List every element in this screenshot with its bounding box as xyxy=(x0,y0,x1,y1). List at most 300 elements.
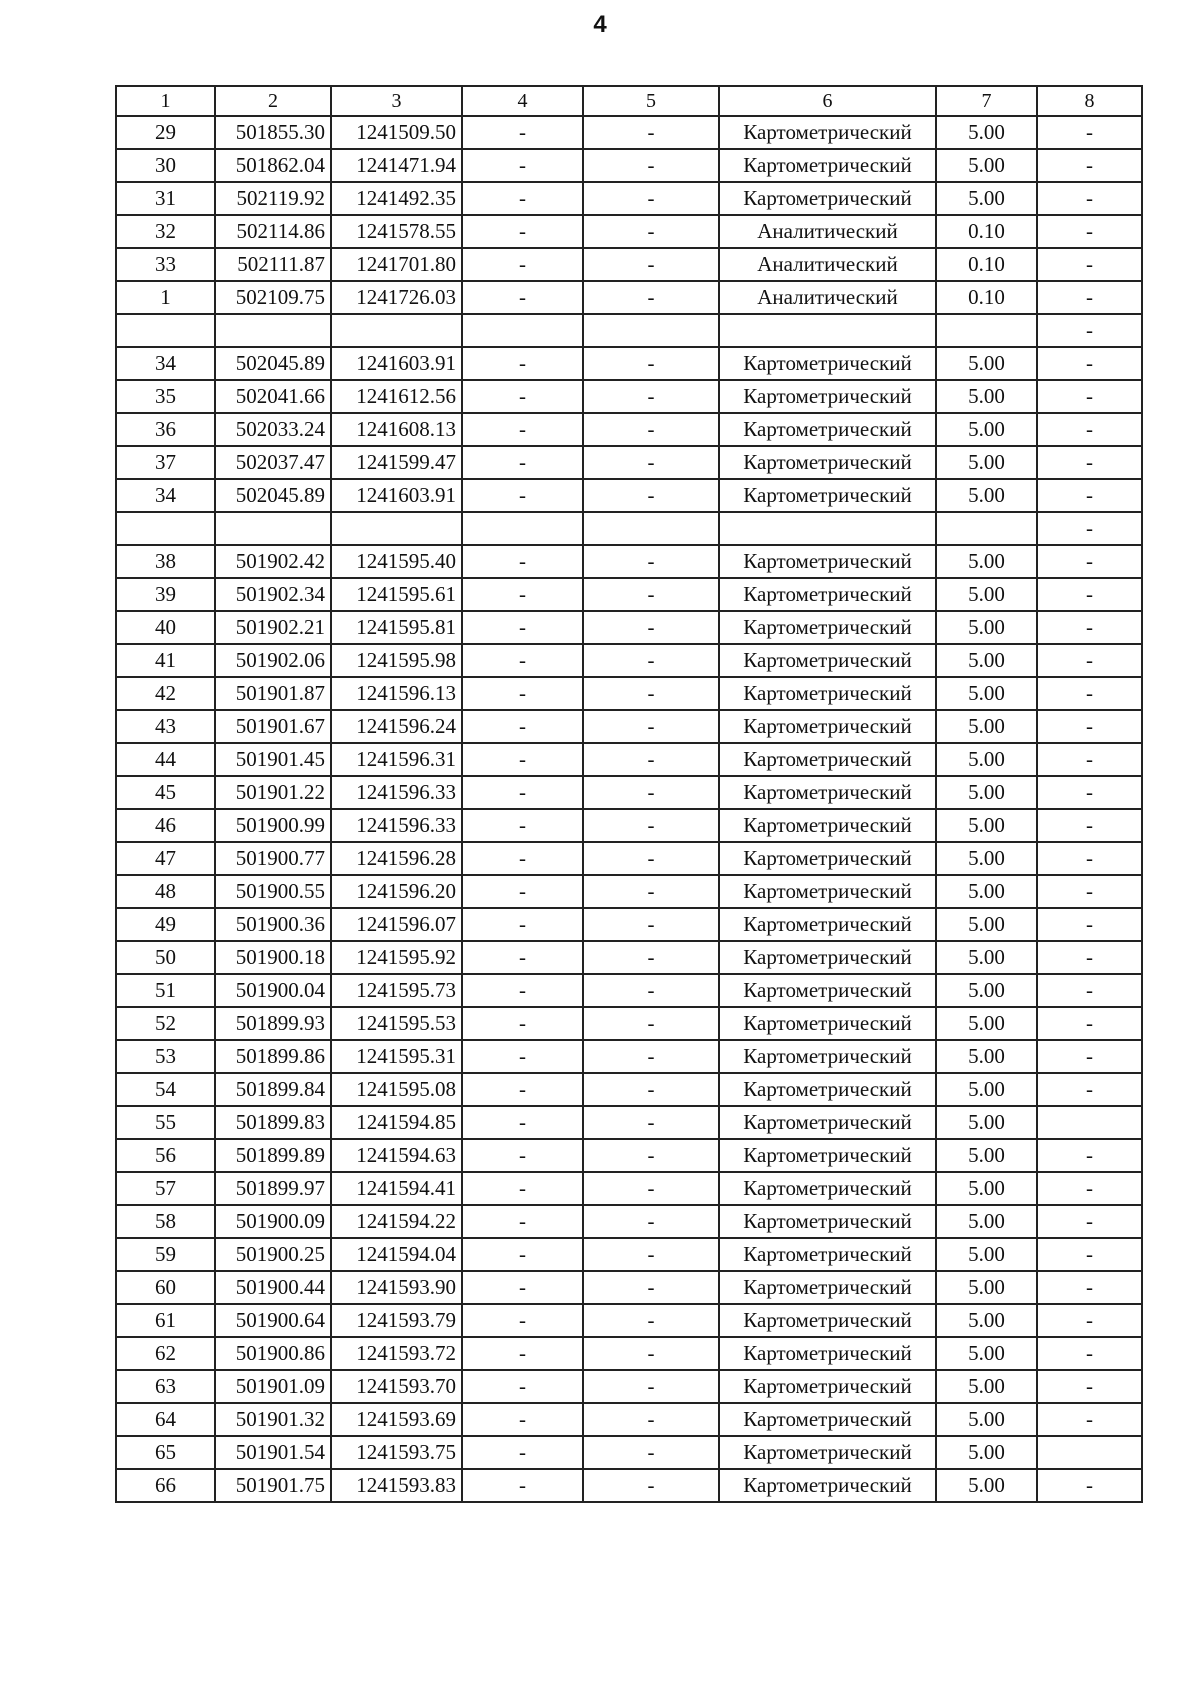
accuracy-cell xyxy=(936,512,1037,545)
accuracy-cell: 5.00 xyxy=(936,1436,1037,1469)
column-8-cell: - xyxy=(1037,809,1142,842)
column-4-cell: - xyxy=(462,974,583,1007)
accuracy-cell: 5.00 xyxy=(936,809,1037,842)
x-coordinate-cell: 501899.97 xyxy=(215,1172,331,1205)
table-row xyxy=(116,1139,1142,1172)
point-number-cell: 53 xyxy=(116,1040,215,1073)
accuracy-cell: 5.00 xyxy=(936,743,1037,776)
column-8-cell: - xyxy=(1037,545,1142,578)
x-coordinate-cell: 501899.93 xyxy=(215,1007,331,1040)
column-header: 1 xyxy=(116,86,215,116)
y-coordinate-cell: 1241596.13 xyxy=(331,677,462,710)
x-coordinate-cell: 502111.87 xyxy=(215,248,331,281)
column-4-cell: - xyxy=(462,380,583,413)
coordinates-table xyxy=(115,85,1143,1503)
y-coordinate-cell: 1241471.94 xyxy=(331,149,462,182)
table-row xyxy=(116,1271,1142,1304)
table-row xyxy=(116,347,1142,380)
column-4-cell: - xyxy=(462,248,583,281)
table-header-row xyxy=(116,86,1142,116)
column-8-cell: - xyxy=(1037,314,1142,347)
y-coordinate-cell: 1241578.55 xyxy=(331,215,462,248)
column-4-cell: - xyxy=(462,1403,583,1436)
accuracy-cell: 5.00 xyxy=(936,380,1037,413)
column-5-cell: - xyxy=(583,578,719,611)
x-coordinate-cell: 501900.44 xyxy=(215,1271,331,1304)
accuracy-cell: 0.10 xyxy=(936,281,1037,314)
method-cell: Картометрический xyxy=(719,1469,936,1502)
column-4-cell: - xyxy=(462,842,583,875)
column-8-cell: - xyxy=(1037,116,1142,149)
point-number-cell: 30 xyxy=(116,149,215,182)
column-8-cell: - xyxy=(1037,215,1142,248)
table-row xyxy=(116,1040,1142,1073)
method-cell: Картометрический xyxy=(719,1238,936,1271)
table-row xyxy=(116,644,1142,677)
y-coordinate-cell: 1241593.90 xyxy=(331,1271,462,1304)
column-8-cell: - xyxy=(1037,1469,1142,1502)
y-coordinate-cell: 1241593.83 xyxy=(331,1469,462,1502)
column-header: 5 xyxy=(583,86,719,116)
column-5-cell: - xyxy=(583,776,719,809)
column-4-cell: - xyxy=(462,413,583,446)
column-5-cell: - xyxy=(583,149,719,182)
y-coordinate-cell: 1241608.13 xyxy=(331,413,462,446)
column-5-cell: - xyxy=(583,248,719,281)
point-number-cell: 39 xyxy=(116,578,215,611)
table-row xyxy=(116,281,1142,314)
method-cell: Картометрический xyxy=(719,182,936,215)
column-4-cell xyxy=(462,314,583,347)
x-coordinate-cell: 502037.47 xyxy=(215,446,331,479)
column-5-cell: - xyxy=(583,809,719,842)
column-header: 6 xyxy=(719,86,936,116)
point-number-cell: 54 xyxy=(116,1073,215,1106)
column-5-cell: - xyxy=(583,1205,719,1238)
column-4-cell: - xyxy=(462,347,583,380)
accuracy-cell: 5.00 xyxy=(936,1007,1037,1040)
y-coordinate-cell: 1241594.85 xyxy=(331,1106,462,1139)
column-5-cell: - xyxy=(583,611,719,644)
column-5-cell: - xyxy=(583,677,719,710)
point-number-cell: 37 xyxy=(116,446,215,479)
table-row xyxy=(116,479,1142,512)
column-4-cell: - xyxy=(462,1040,583,1073)
column-5-cell: - xyxy=(583,545,719,578)
x-coordinate-cell: 502045.89 xyxy=(215,479,331,512)
method-cell: Аналитический xyxy=(719,248,936,281)
table-row xyxy=(116,611,1142,644)
accuracy-cell: 5.00 xyxy=(936,1370,1037,1403)
x-coordinate-cell: 501900.55 xyxy=(215,875,331,908)
column-8-cell: - xyxy=(1037,281,1142,314)
column-4-cell: - xyxy=(462,743,583,776)
method-cell: Картометрический xyxy=(719,116,936,149)
column-5-cell xyxy=(583,512,719,545)
x-coordinate-cell: 501901.54 xyxy=(215,1436,331,1469)
y-coordinate-cell: 1241595.31 xyxy=(331,1040,462,1073)
page-number: 4 xyxy=(593,11,607,38)
method-cell: Картометрический xyxy=(719,809,936,842)
accuracy-cell: 5.00 xyxy=(936,116,1037,149)
column-8-cell: - xyxy=(1037,1007,1142,1040)
y-coordinate-cell: 1241595.61 xyxy=(331,578,462,611)
column-8-cell: - xyxy=(1037,908,1142,941)
y-coordinate-cell: 1241596.33 xyxy=(331,809,462,842)
point-number-cell: 50 xyxy=(116,941,215,974)
table-row xyxy=(116,116,1142,149)
x-coordinate-cell: 501902.06 xyxy=(215,644,331,677)
point-number-cell: 46 xyxy=(116,809,215,842)
point-number-cell: 49 xyxy=(116,908,215,941)
column-8-cell xyxy=(1037,1106,1142,1139)
point-number-cell: 65 xyxy=(116,1436,215,1469)
table-row xyxy=(116,182,1142,215)
accuracy-cell: 0.10 xyxy=(936,248,1037,281)
column-8-cell: - xyxy=(1037,1040,1142,1073)
table-row xyxy=(116,1205,1142,1238)
accuracy-cell: 5.00 xyxy=(936,545,1037,578)
x-coordinate-cell: 502041.66 xyxy=(215,380,331,413)
column-4-cell: - xyxy=(462,677,583,710)
accuracy-cell: 5.00 xyxy=(936,149,1037,182)
column-4-cell: - xyxy=(462,1172,583,1205)
table-row xyxy=(116,677,1142,710)
column-4-cell: - xyxy=(462,545,583,578)
column-4-cell: - xyxy=(462,644,583,677)
accuracy-cell: 5.00 xyxy=(936,446,1037,479)
method-cell: Картометрический xyxy=(719,1172,936,1205)
column-8-cell: - xyxy=(1037,380,1142,413)
accuracy-cell: 5.00 xyxy=(936,578,1037,611)
column-5-cell: - xyxy=(583,842,719,875)
column-header: 4 xyxy=(462,86,583,116)
x-coordinate-cell xyxy=(215,314,331,347)
y-coordinate-cell: 1241596.28 xyxy=(331,842,462,875)
x-coordinate-cell: 501902.42 xyxy=(215,545,331,578)
table-row xyxy=(116,1172,1142,1205)
column-5-cell: - xyxy=(583,347,719,380)
method-cell: Картометрический xyxy=(719,710,936,743)
column-4-cell: - xyxy=(462,611,583,644)
x-coordinate-cell: 501900.86 xyxy=(215,1337,331,1370)
accuracy-cell: 5.00 xyxy=(936,908,1037,941)
accuracy-cell: 5.00 xyxy=(936,1304,1037,1337)
point-number-cell: 33 xyxy=(116,248,215,281)
point-number-cell: 34 xyxy=(116,479,215,512)
accuracy-cell: 5.00 xyxy=(936,644,1037,677)
method-cell: Картометрический xyxy=(719,1040,936,1073)
y-coordinate-cell: 1241701.80 xyxy=(331,248,462,281)
method-cell: Аналитический xyxy=(719,281,936,314)
column-8-cell: - xyxy=(1037,1337,1142,1370)
column-4-cell: - xyxy=(462,1370,583,1403)
x-coordinate-cell: 502045.89 xyxy=(215,347,331,380)
column-5-cell: - xyxy=(583,116,719,149)
point-number-cell: 66 xyxy=(116,1469,215,1502)
method-cell: Картометрический xyxy=(719,875,936,908)
column-5-cell: - xyxy=(583,1007,719,1040)
table-row xyxy=(116,1436,1142,1469)
accuracy-cell xyxy=(936,314,1037,347)
method-cell: Картометрический xyxy=(719,149,936,182)
column-5-cell: - xyxy=(583,1271,719,1304)
y-coordinate-cell: 1241593.75 xyxy=(331,1436,462,1469)
point-number-cell: 1 xyxy=(116,281,215,314)
column-8-cell: - xyxy=(1037,1139,1142,1172)
table-row xyxy=(116,215,1142,248)
column-4-cell: - xyxy=(462,1469,583,1502)
method-cell: Картометрический xyxy=(719,743,936,776)
table-row xyxy=(116,908,1142,941)
column-5-cell: - xyxy=(583,281,719,314)
column-4-cell: - xyxy=(462,1436,583,1469)
x-coordinate-cell: 502033.24 xyxy=(215,413,331,446)
column-8-cell: - xyxy=(1037,941,1142,974)
column-8-cell: - xyxy=(1037,413,1142,446)
column-5-cell: - xyxy=(583,710,719,743)
column-5-cell: - xyxy=(583,413,719,446)
table-row xyxy=(116,380,1142,413)
method-cell: Картометрический xyxy=(719,611,936,644)
column-5-cell: - xyxy=(583,1172,719,1205)
table-row xyxy=(116,446,1142,479)
method-cell: Картометрический xyxy=(719,941,936,974)
method-cell xyxy=(719,314,936,347)
column-5-cell: - xyxy=(583,875,719,908)
table-row xyxy=(116,875,1142,908)
column-5-cell: - xyxy=(583,1040,719,1073)
column-8-cell: - xyxy=(1037,1304,1142,1337)
y-coordinate-cell: 1241594.63 xyxy=(331,1139,462,1172)
point-number-cell: 57 xyxy=(116,1172,215,1205)
x-coordinate-cell: 501902.34 xyxy=(215,578,331,611)
column-5-cell: - xyxy=(583,908,719,941)
column-8-cell: - xyxy=(1037,248,1142,281)
point-number-cell: 64 xyxy=(116,1403,215,1436)
point-number-cell: 63 xyxy=(116,1370,215,1403)
y-coordinate-cell: 1241596.33 xyxy=(331,776,462,809)
y-coordinate-cell: 1241594.04 xyxy=(331,1238,462,1271)
x-coordinate-cell: 501899.83 xyxy=(215,1106,331,1139)
column-4-cell xyxy=(462,512,583,545)
column-5-cell: - xyxy=(583,941,719,974)
y-coordinate-cell: 1241596.24 xyxy=(331,710,462,743)
column-4-cell: - xyxy=(462,1139,583,1172)
point-number-cell: 60 xyxy=(116,1271,215,1304)
y-coordinate-cell: 1241492.35 xyxy=(331,182,462,215)
accuracy-cell: 5.00 xyxy=(936,941,1037,974)
y-coordinate-cell: 1241595.53 xyxy=(331,1007,462,1040)
point-number-cell: 34 xyxy=(116,347,215,380)
y-coordinate-cell: 1241595.73 xyxy=(331,974,462,1007)
method-cell: Картометрический xyxy=(719,347,936,380)
point-number-cell: 61 xyxy=(116,1304,215,1337)
column-8-cell: - xyxy=(1037,347,1142,380)
point-number-cell: 56 xyxy=(116,1139,215,1172)
x-coordinate-cell: 501901.45 xyxy=(215,743,331,776)
column-4-cell: - xyxy=(462,578,583,611)
column-8-cell: - xyxy=(1037,776,1142,809)
y-coordinate-cell: 1241599.47 xyxy=(331,446,462,479)
accuracy-cell: 5.00 xyxy=(936,1271,1037,1304)
column-5-cell: - xyxy=(583,446,719,479)
method-cell: Картометрический xyxy=(719,1304,936,1337)
column-4-cell: - xyxy=(462,1271,583,1304)
x-coordinate-cell: 501900.64 xyxy=(215,1304,331,1337)
column-5-cell: - xyxy=(583,1304,719,1337)
column-5-cell: - xyxy=(583,1469,719,1502)
column-4-cell: - xyxy=(462,149,583,182)
column-8-cell: - xyxy=(1037,446,1142,479)
column-5-cell: - xyxy=(583,1436,719,1469)
column-5-cell: - xyxy=(583,743,719,776)
column-5-cell: - xyxy=(583,1238,719,1271)
method-cell: Картометрический xyxy=(719,1106,936,1139)
table-row xyxy=(116,413,1142,446)
y-coordinate-cell: 1241726.03 xyxy=(331,281,462,314)
accuracy-cell: 5.00 xyxy=(936,413,1037,446)
point-number-cell: 29 xyxy=(116,116,215,149)
table-row xyxy=(116,1073,1142,1106)
y-coordinate-cell: 1241612.56 xyxy=(331,380,462,413)
method-cell: Картометрический xyxy=(719,908,936,941)
y-coordinate-cell: 1241593.69 xyxy=(331,1403,462,1436)
table-row xyxy=(116,578,1142,611)
column-5-cell: - xyxy=(583,1403,719,1436)
x-coordinate-cell: 502109.75 xyxy=(215,281,331,314)
column-4-cell: - xyxy=(462,215,583,248)
column-header: 3 xyxy=(331,86,462,116)
table-row xyxy=(116,842,1142,875)
point-number-cell: 58 xyxy=(116,1205,215,1238)
column-5-cell: - xyxy=(583,1106,719,1139)
column-8-cell: - xyxy=(1037,1172,1142,1205)
x-coordinate-cell: 501900.99 xyxy=(215,809,331,842)
column-4-cell: - xyxy=(462,1304,583,1337)
method-cell: Картометрический xyxy=(719,1370,936,1403)
y-coordinate-cell: 1241593.79 xyxy=(331,1304,462,1337)
x-coordinate-cell: 501901.32 xyxy=(215,1403,331,1436)
column-5-cell: - xyxy=(583,1370,719,1403)
column-4-cell: - xyxy=(462,776,583,809)
point-number-cell: 35 xyxy=(116,380,215,413)
point-number-cell xyxy=(116,314,215,347)
accuracy-cell: 5.00 xyxy=(936,875,1037,908)
column-4-cell: - xyxy=(462,941,583,974)
x-coordinate-cell: 501901.67 xyxy=(215,710,331,743)
point-number-cell: 43 xyxy=(116,710,215,743)
method-cell: Картометрический xyxy=(719,380,936,413)
x-coordinate-cell: 502114.86 xyxy=(215,215,331,248)
point-number-cell: 44 xyxy=(116,743,215,776)
method-cell: Картометрический xyxy=(719,974,936,1007)
method-cell: Картометрический xyxy=(719,446,936,479)
y-coordinate-cell xyxy=(331,512,462,545)
column-8-cell: - xyxy=(1037,1271,1142,1304)
y-coordinate-cell: 1241593.70 xyxy=(331,1370,462,1403)
column-header: 2 xyxy=(215,86,331,116)
accuracy-cell: 5.00 xyxy=(936,611,1037,644)
accuracy-cell: 5.00 xyxy=(936,347,1037,380)
x-coordinate-cell: 501899.86 xyxy=(215,1040,331,1073)
y-coordinate-cell: 1241595.81 xyxy=(331,611,462,644)
y-coordinate-cell: 1241596.31 xyxy=(331,743,462,776)
column-8-cell: - xyxy=(1037,1073,1142,1106)
method-cell: Картометрический xyxy=(719,644,936,677)
method-cell: Картометрический xyxy=(719,1205,936,1238)
table-row xyxy=(116,1403,1142,1436)
accuracy-cell: 5.00 xyxy=(936,1205,1037,1238)
accuracy-cell: 5.00 xyxy=(936,1238,1037,1271)
column-8-cell: - xyxy=(1037,1370,1142,1403)
accuracy-cell: 5.00 xyxy=(936,710,1037,743)
method-cell xyxy=(719,512,936,545)
method-cell: Картометрический xyxy=(719,578,936,611)
column-5-cell: - xyxy=(583,1337,719,1370)
column-8-cell: - xyxy=(1037,611,1142,644)
table-row xyxy=(116,1007,1142,1040)
x-coordinate-cell: 501901.22 xyxy=(215,776,331,809)
column-4-cell: - xyxy=(462,116,583,149)
column-8-cell: - xyxy=(1037,479,1142,512)
column-4-cell: - xyxy=(462,1106,583,1139)
point-number-cell: 38 xyxy=(116,545,215,578)
method-cell: Картометрический xyxy=(719,677,936,710)
column-8-cell: - xyxy=(1037,182,1142,215)
point-number-cell: 41 xyxy=(116,644,215,677)
accuracy-cell: 5.00 xyxy=(936,974,1037,1007)
table-body xyxy=(116,116,1142,1502)
point-number-cell: 48 xyxy=(116,875,215,908)
table-row xyxy=(116,1238,1142,1271)
column-8-cell: - xyxy=(1037,578,1142,611)
point-number-cell: 59 xyxy=(116,1238,215,1271)
x-coordinate-cell: 501902.21 xyxy=(215,611,331,644)
accuracy-cell: 5.00 xyxy=(936,1106,1037,1139)
x-coordinate-cell: 501862.04 xyxy=(215,149,331,182)
column-4-cell: - xyxy=(462,1337,583,1370)
column-5-cell: - xyxy=(583,182,719,215)
point-number-cell: 42 xyxy=(116,677,215,710)
column-4-cell: - xyxy=(462,1238,583,1271)
method-cell: Картометрический xyxy=(719,1139,936,1172)
accuracy-cell: 5.00 xyxy=(936,1139,1037,1172)
table-row xyxy=(116,314,1142,347)
column-8-cell: - xyxy=(1037,842,1142,875)
point-number-cell: 47 xyxy=(116,842,215,875)
column-8-cell: - xyxy=(1037,710,1142,743)
x-coordinate-cell: 501899.84 xyxy=(215,1073,331,1106)
column-5-cell: - xyxy=(583,1073,719,1106)
y-coordinate-cell: 1241594.41 xyxy=(331,1172,462,1205)
accuracy-cell: 5.00 xyxy=(936,1073,1037,1106)
accuracy-cell: 5.00 xyxy=(936,1469,1037,1502)
point-number-cell: 40 xyxy=(116,611,215,644)
x-coordinate-cell: 502119.92 xyxy=(215,182,331,215)
column-4-cell: - xyxy=(462,809,583,842)
y-coordinate-cell: 1241593.72 xyxy=(331,1337,462,1370)
column-8-cell: - xyxy=(1037,1205,1142,1238)
column-8-cell xyxy=(1037,1436,1142,1469)
method-cell: Аналитический xyxy=(719,215,936,248)
point-number-cell: 32 xyxy=(116,215,215,248)
column-8-cell: - xyxy=(1037,974,1142,1007)
table-row xyxy=(116,941,1142,974)
column-8-cell: - xyxy=(1037,743,1142,776)
table-row xyxy=(116,248,1142,281)
column-8-cell: - xyxy=(1037,875,1142,908)
